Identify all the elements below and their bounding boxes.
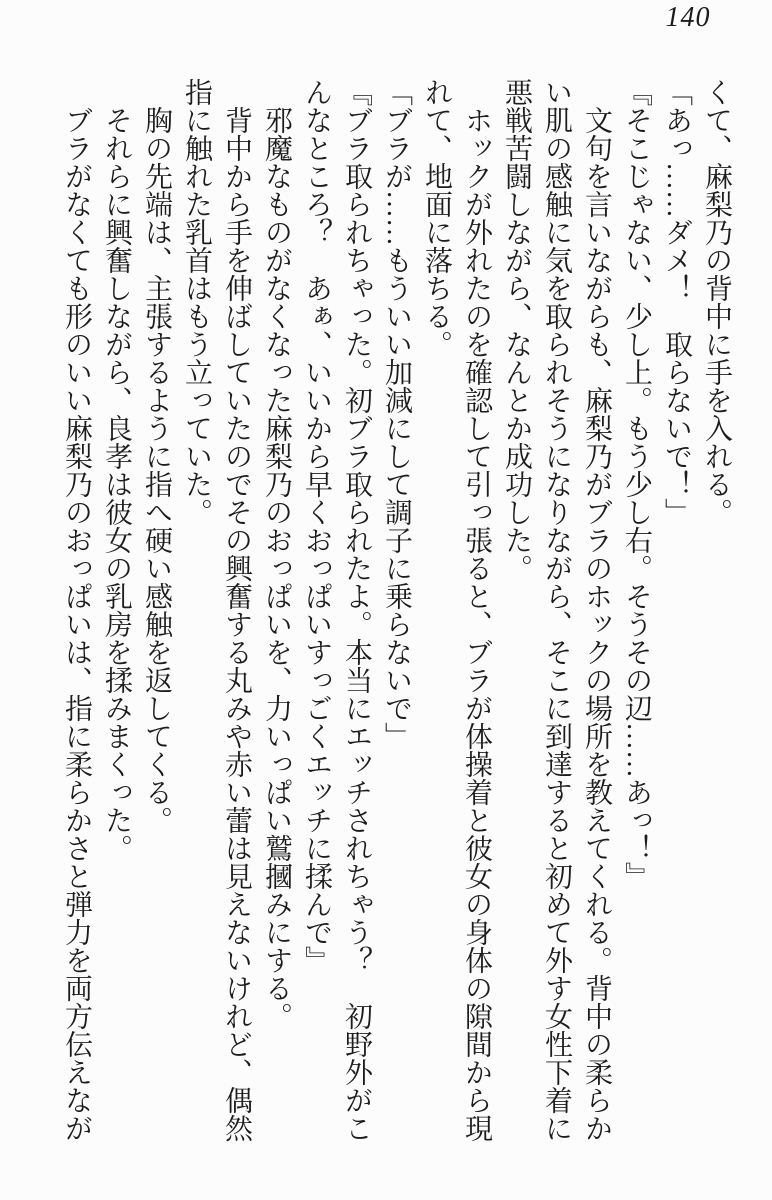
text-line: 『そこじゃない、少し上。もう少し右。そうその辺……あっ！』	[621, 78, 652, 890]
text-line: 邪魔なものがなくなった麻梨乃のおっぱいを、力いっぱい鷲摑みにする。	[261, 106, 292, 1030]
text-line: 『ブラ取られちゃった。初ブラ取られたよ。本当にエッチされちゃう？ 初野外がこ	[341, 78, 372, 1142]
text-line: れて、地面に落ちる。	[421, 78, 452, 358]
text-line: 胸の先端は、主張するように指へ硬い感触を返してくる。	[141, 106, 172, 834]
text-line: 「ブラが……もういい加減にして調子に乗らないで」	[381, 78, 412, 750]
text-block	[56, 78, 736, 1144]
text-line: 「あっ……ダメ！ 取らないで！」	[661, 78, 692, 526]
text-line: それらに興奮しながら、良孝は彼女の乳房を揉みまくった。	[101, 106, 132, 862]
text-line: 指に触れた乳首はもう立っていた。	[181, 78, 212, 526]
text-line: んなところ？ あぁ、いいから早くおっぱいすっごくエッチに揉んで』	[301, 78, 332, 974]
text-line: くて、麻梨乃の背中に手を入れる。	[701, 78, 732, 526]
text-line: 文句を言いながらも、麻梨乃がブラのホックの場所を教えてくれる。背中の柔らか	[581, 106, 612, 1142]
text-line: ホックが外れたのを確認して引っ張ると、ブラが体操着と彼女の身体の隙間から現	[461, 106, 492, 1142]
text-line: ブラがなくても形のいい麻梨乃のおっぱいは、指に柔らかさと弾力を両方伝えなが	[61, 106, 92, 1142]
text-line: 悪戦苦闘しながら、なんとか成功した。	[501, 78, 532, 582]
text-line: い肌の感触に気を取られそうになりながら、そこに到達すると初めて外す女性下着に	[541, 78, 572, 1142]
page-number: 140	[665, 2, 711, 33]
text-line: 背中から手を伸ばしていたのでその興奮する丸みや赤い蕾は見えないけれど、偶然	[221, 106, 252, 1142]
